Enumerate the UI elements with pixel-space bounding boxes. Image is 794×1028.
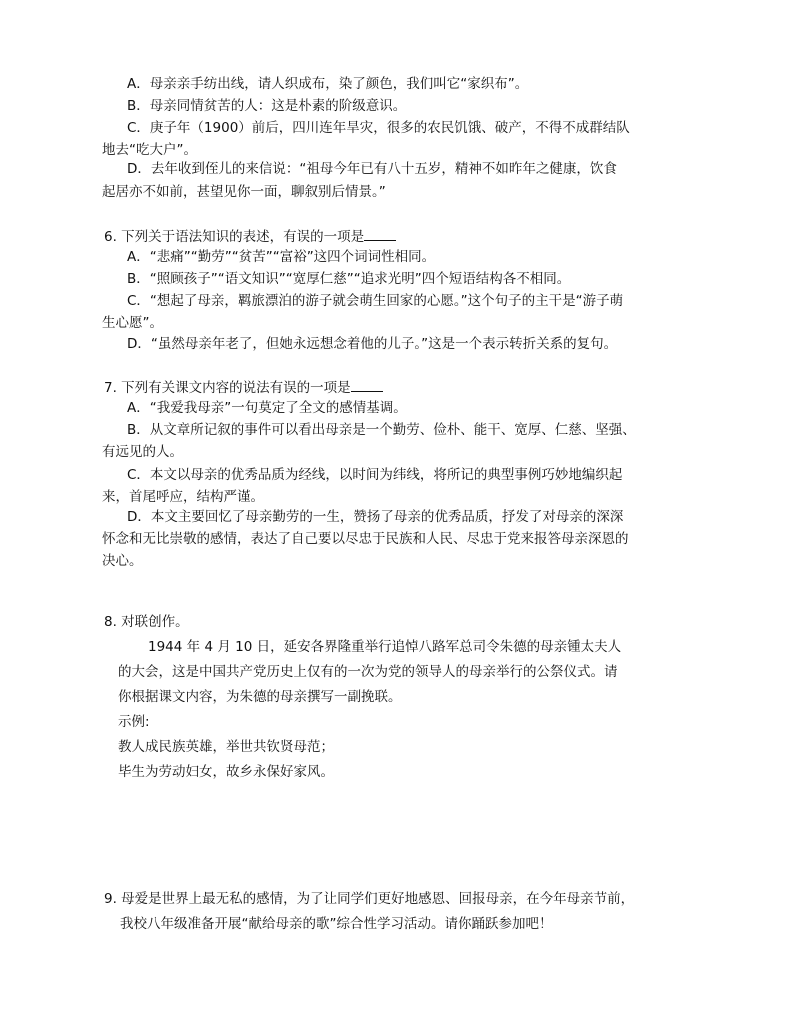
q8-couplet-first: 教人成民族英雄，举世共钦贤母范； [118,739,334,755]
q6-stem [104,226,396,246]
q7-stem-text: 7. 下列有关课文内容的说法有误的一项是 [104,380,351,396]
q6-option-a: A．“悲痛”“勤劳”“贫苦”“富裕”这四个词词性相同。 [127,249,436,265]
q7-option-b-line1: B．从文章所记叙的事件可以看出母亲是一个勤劳、俭朴、能干、宽厚、仁慈、坚强、 [127,422,636,438]
q5-option-d-line2: 起居亦不如前，甚望见你一面，聊叙别后情景。” [102,184,386,200]
q8-prompt-line3: 你根据课文内容，为朱德的母亲撰写一副挽联。 [118,689,402,705]
q7-stem [104,377,383,397]
q8-stem: 8. 对联创作。 [104,614,189,630]
q6-option-b: B．“照顾孩子”“语文知识”“宽厚仁慈”“追求光明”四个短语结构各不相同。 [127,271,571,287]
q6-option-c-line1: C．“想起了母亲，羁旅漂泊的游子就会萌生回家的心愿。”这个句子的主干是“游子萌 [127,293,624,309]
q6-option-d: D．“虽然母亲年老了，但她永远想念着他的儿子。”这是一个表示转折关系的复句。 [127,336,618,352]
q7-answer-blank[interactable] [351,377,383,392]
q9-line2: 我校八年级准备开展“献给母亲的歌”综合性学习活动。请你踊跃参加吧！ [120,916,553,932]
q7-option-d-line1: D．本文主要回忆了母亲勤劳的一生，赞扬了母亲的优秀品质，抒发了对母亲的深深 [127,509,624,525]
q7-option-c-line1: C．本文以母亲的优秀品质为经线，以时间为纬线，将所记的典型事例巧妙地编织起 [127,467,623,483]
q8-prompt-line2: 的大会，这是中国共产党历史上仅有的一次为党的领导人的母亲举行的公祭仪式。请 [118,664,618,680]
q5-option-a: A．母亲亲手纺出线，请人织成布，染了颜色，我们叫它“家织布”。 [127,76,529,92]
q7-option-d-line3: 决心。 [102,553,143,569]
q7-option-b-line2: 有远见的人。 [102,444,183,460]
q5-option-c-line1: C．庚子年（1900）前后，四川连年旱灾，很多的农民饥饿、破产，不得不成群结队 [127,120,630,136]
q8-couplet-second: 毕生为劳动妇女，故乡永保好家风。 [118,764,334,780]
q7-option-a: A．“我爱我母亲”一句莫定了全文的感情基调。 [127,400,407,416]
q6-answer-blank[interactable] [364,226,396,241]
q6-option-c-line2: 生心愿”。 [102,315,163,331]
q8-example-label: 示例: [118,714,150,730]
q9-line1: 9. 母爱是世界上最无私的感情，为了让同学们更好地感恩、回报母亲，在今年母亲节前， [104,891,635,907]
q5-option-c-line2: 地去“吃大户”。 [102,142,197,158]
q8-prompt-line1: 1944 年 4 月 10 日，延安各界隆重举行追悼八路军总司令朱德的母亲锺太夫人 [148,639,622,655]
q7-option-d-line2: 怀念和无比崇敬的感情，表达了自己要以尽忠于民族和人民、尽忠于党来报答母亲深恩的 [102,531,629,547]
q6-stem-text: 6. 下列关于语法知识的表述，有误的一项是 [104,229,365,245]
q5-option-b: B．母亲同情贫苦的人：这是朴素的阶级意识。 [127,98,407,114]
q5-option-d-line1: D．去年收到侄儿的来信说：“祖母今年已有八十五岁，精神不如昨年之健康，饮食 [127,161,617,177]
q7-option-c-line2: 来，首尾呼应，结构严谨。 [102,489,264,505]
